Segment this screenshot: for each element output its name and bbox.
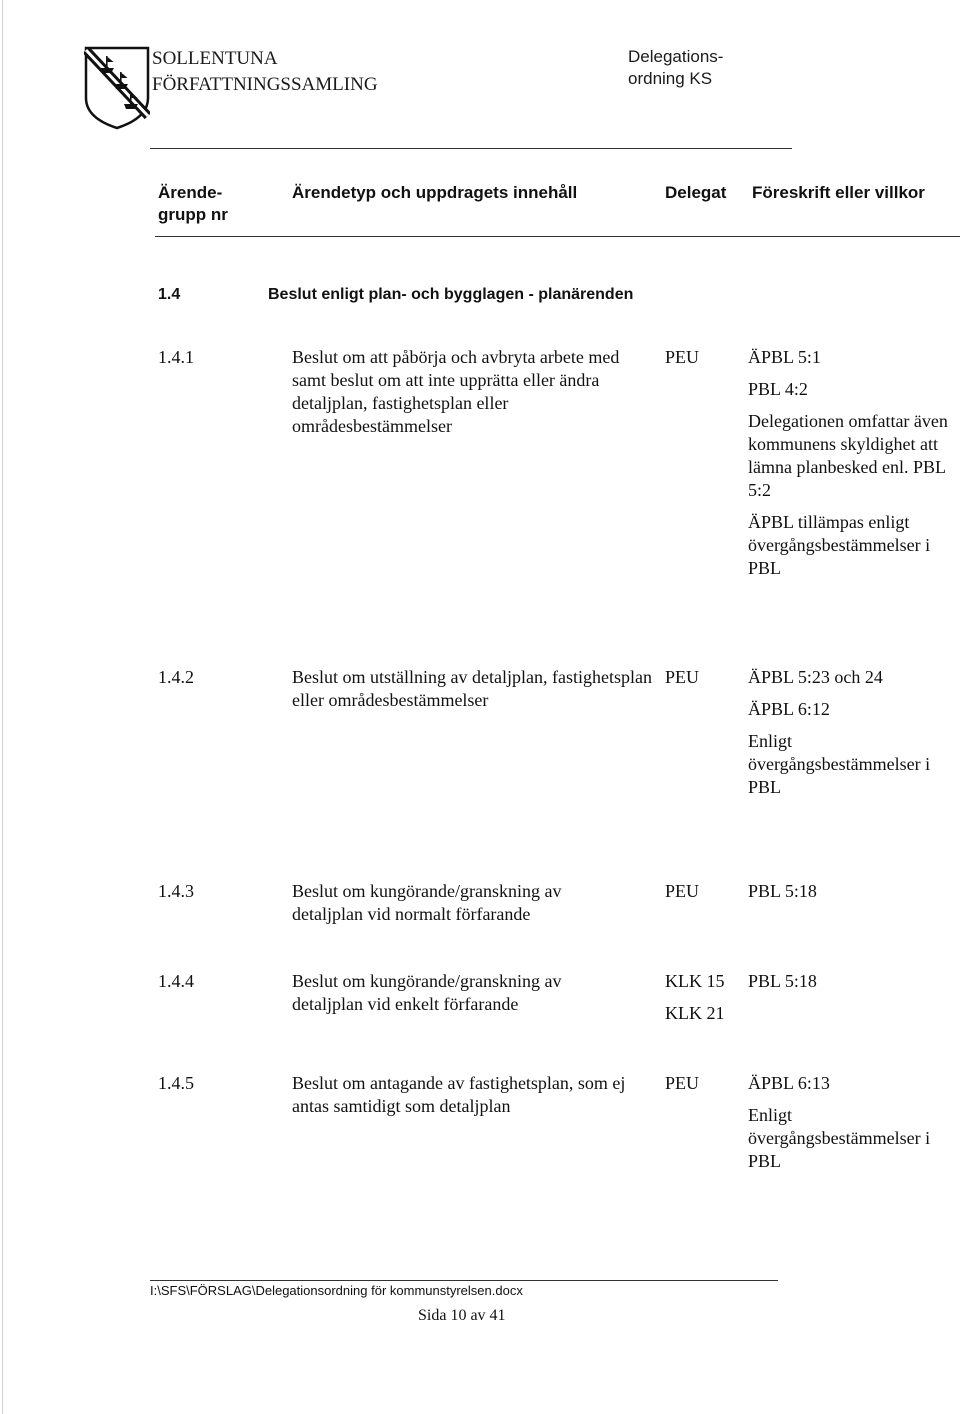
delegate-entry: PEU <box>665 1073 700 1093</box>
row-rules <box>748 666 953 799</box>
column-heading-divider <box>155 236 960 237</box>
row-content: Beslut om att påbörja och avbryta arbete med samt beslut om att inte upprätta eller ändra detaljplan, fastighetsplan eller områdesbestämmelser <box>292 347 620 436</box>
delegate-entry: KLK 15 <box>665 971 725 991</box>
row-delegate <box>665 346 699 369</box>
rule-entry: ÄPBL tillämpas enligt övergångsbestämmelser i PBL <box>748 512 931 578</box>
sollentuna-coat-of-arms-icon <box>84 46 150 130</box>
row-number: 1.4.5 <box>158 1073 194 1093</box>
row-number: 1.4.4 <box>158 971 194 991</box>
doc-type-line1: Delegations- <box>628 47 724 66</box>
doc-type-line2: ordning KS <box>628 69 713 88</box>
row-content: Beslut om kungörande/granskning av detaljplan vid enkelt förfarande <box>292 971 562 1014</box>
rule-entry: ÄPBL 5:1 <box>748 347 821 367</box>
row-content: Beslut om utställning av detaljplan, fastighetsplan eller områdesbestämmelser <box>292 667 652 710</box>
row-delegate <box>665 1072 699 1095</box>
row-rules <box>748 1072 953 1173</box>
delegate-entry: KLK 21 <box>665 1003 725 1023</box>
organization-name <box>152 46 378 98</box>
document-type <box>628 46 723 90</box>
row-delegate <box>665 880 699 903</box>
rule-entry: PBL 4:2 <box>748 379 808 399</box>
row-number: 1.4.3 <box>158 881 194 901</box>
org-name-line2: FÖRFATTNINGSSAMLING <box>152 74 378 95</box>
rule-entry: Enligt övergångsbestämmelser i PBL <box>748 731 931 797</box>
header-divider <box>150 148 792 149</box>
rule-entry: PBL 5:18 <box>748 881 817 901</box>
section-number: 1.4 <box>158 286 181 303</box>
column-heading-group-number <box>158 182 268 226</box>
rule-entry: ÄPBL 6:12 <box>748 699 830 719</box>
row-number: 1.4.1 <box>158 347 194 367</box>
footer-divider <box>150 1280 778 1281</box>
delegate-entry: PEU <box>665 881 700 901</box>
row-number: 1.4.2 <box>158 667 194 687</box>
row-rules <box>748 346 953 580</box>
column-heading-group-line1: Ärende- <box>158 183 223 202</box>
delegate-entry: PEU <box>665 667 700 687</box>
row-delegate <box>665 970 725 1025</box>
rule-entry: Enligt övergångsbestämmelser i PBL <box>748 1105 931 1171</box>
page-number: Sida 10 av 41 <box>418 1307 506 1324</box>
row-content: Beslut om kungörande/granskning av detaljplan vid normalt förfarande <box>292 881 562 924</box>
section-title: Beslut enligt plan- och bygglagen - planärenden <box>268 286 634 303</box>
rule-entry: ÄPBL 5:23 och 24 <box>748 667 883 687</box>
column-heading-content: Ärendetyp och uppdragets innehåll <box>292 183 578 202</box>
footer-file-path: I:\SFS\FÖRSLAG\Delegationsordning för kommunstyrelsen.docx <box>150 1283 523 1298</box>
row-delegate <box>665 666 699 689</box>
row-rules <box>748 970 953 993</box>
column-heading-rules: Föreskrift eller villkor <box>752 183 925 202</box>
org-name-line1: SOLLENTUNA <box>152 48 278 69</box>
rule-entry: Delegationen omfattar även kommunens skyldighet att lämna planbesked enl. PBL 5:2 <box>748 411 948 500</box>
column-heading-delegate: Delegat <box>665 183 727 202</box>
row-content: Beslut om antagande av fastighetsplan, som ej antas samtidigt som detaljplan <box>292 1073 626 1116</box>
rule-entry: PBL 5:18 <box>748 971 817 991</box>
row-rules <box>748 880 953 903</box>
delegate-entry: PEU <box>665 347 700 367</box>
column-heading-group-line2: grupp nr <box>158 205 228 224</box>
scan-edge-line <box>2 0 3 1414</box>
rule-entry: ÄPBL 6:13 <box>748 1073 830 1093</box>
